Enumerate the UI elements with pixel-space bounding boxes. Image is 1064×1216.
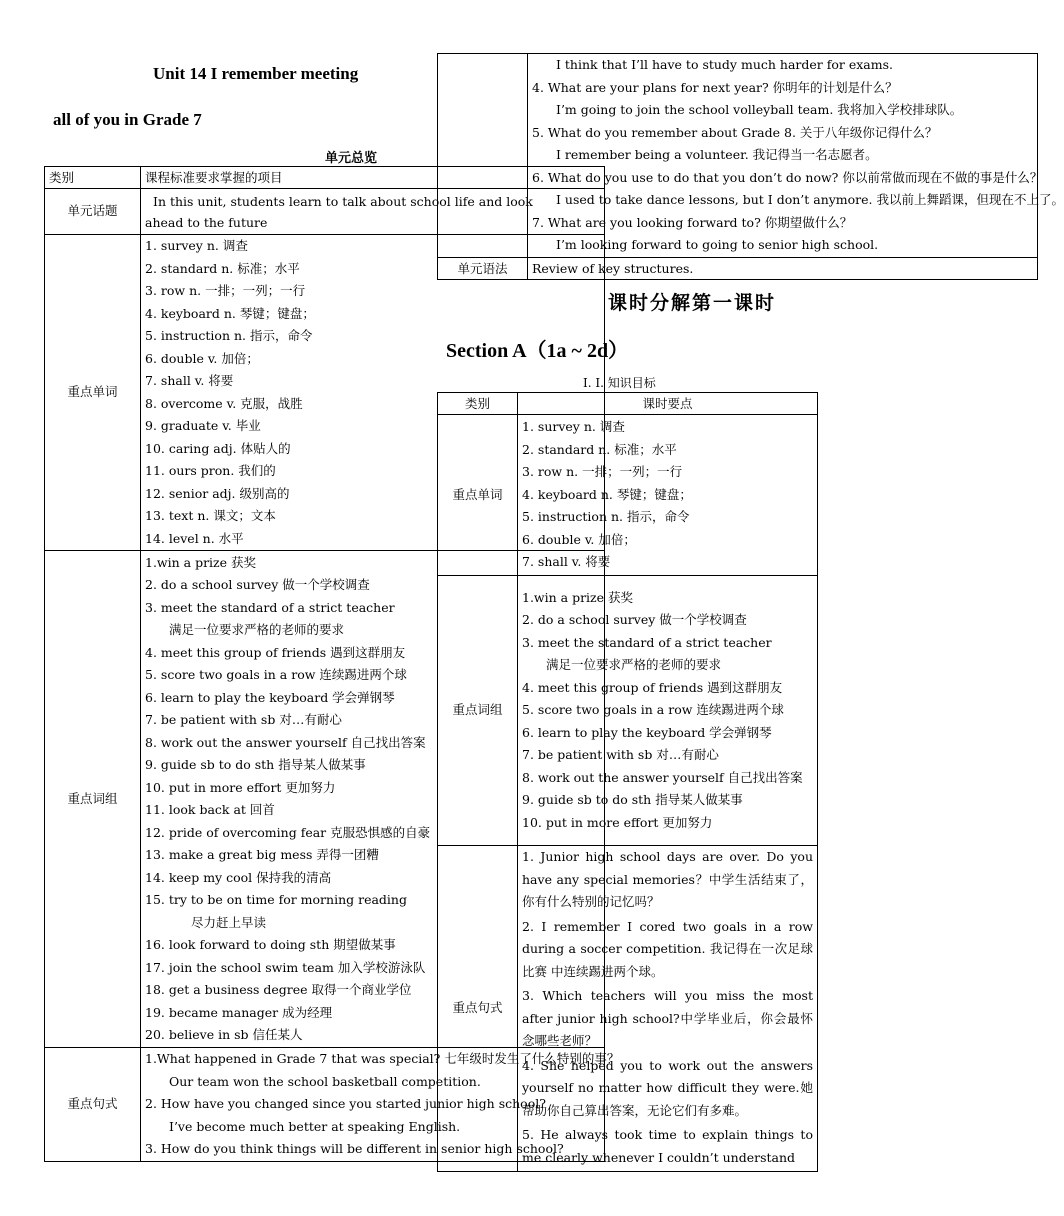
list-item: 6. double v. 加倍； — [145, 350, 259, 366]
topic-line1: In this unit, students learn to talk about school life and look — [153, 193, 533, 209]
header-item: 课时要点 — [518, 393, 818, 415]
list-item: 5. He always took time to explain things to me clearly whenever I couldn’t understand — [522, 1127, 813, 1165]
list-item: 8. work out the answer yourself 自己找出答案 — [145, 734, 426, 750]
list-item: 7. What are you looking forward to? 你期望做什么？ — [532, 214, 853, 230]
list-item: 18. get a business degree 取得一个商业学位 — [145, 982, 412, 997]
list-item: I think that I’ll have to study much harder for exams. — [556, 57, 893, 73]
header-category: 类别 — [438, 393, 518, 415]
list-item: 1. survey n. 调查 — [145, 238, 248, 253]
list-item: 7. be patient with sb 对…有耐心 — [522, 747, 719, 763]
list-item: 1.win a prize 获奖 — [522, 589, 634, 605]
list-item: 3. meet the standard of a strict teacher — [145, 599, 395, 615]
list-item: 7. shall v. 将要 — [145, 373, 234, 388]
sentences-category: 重点句式 — [45, 1048, 141, 1162]
list-item: 3. How do you think things will be different in senior high school? — [145, 1141, 564, 1157]
table-row — [438, 576, 818, 846]
list-item: 满足一位要求严格的老师的要求 — [546, 657, 722, 673]
list-item: 10. put in more effort 更加努力 — [522, 814, 713, 830]
words-category: 重点单词 — [438, 415, 518, 576]
words-category: 重点单词 — [45, 235, 141, 551]
list-item: I used to take dance lessons, but I don’t anymore. 我以前上舞蹈课，但现在不上了。 — [556, 192, 1064, 208]
topic-category: 单元话题 — [45, 189, 141, 235]
list-item: 4. meet this group of friends 遇到这群朋友 — [145, 644, 406, 660]
list-item: 13. make a great big mess 弄得一团糟 — [145, 847, 379, 862]
list-item: 1. Junior high school days are over. Do you have any special memories？中学生活结束了，你有什么特别的记忆吗？ — [522, 849, 813, 909]
topic-line2: ahead to the future — [145, 214, 268, 230]
grammar-category: 单元语法 — [438, 258, 528, 280]
list-item: 11. look back at 回首 — [145, 802, 275, 817]
continued-sentences — [528, 54, 1064, 258]
list-item: 5. score two goals in a row 连续踢进两个球 — [522, 702, 784, 718]
list-item: 7. be patient with sb 对…有耐心 — [145, 712, 342, 727]
list-item: 4. She helped you to work out the answers yourself no matter how difficult they were.她帮助你自己算出答案，无论它们有多难。 — [522, 1057, 813, 1118]
list-item: 9. guide sb to do sth 指导某人做某事 — [145, 757, 366, 772]
list-item: 10. put in more effort 更加努力 — [145, 779, 336, 795]
list-item: 1. survey n. 调查 — [522, 419, 625, 435]
list-item: I’ve become much better at speaking English. — [169, 1118, 461, 1134]
list-item: 2. I remember I cored two goals in a row during a soccer competition. 我记得在一次足球比赛 中连续踢进两个球。 — [522, 918, 813, 979]
section-a-title: Section A（1a ~ 2d） — [446, 340, 629, 362]
list-item: 5. score two goals in a row 连续踢进两个球 — [145, 667, 407, 682]
table-row — [438, 54, 1038, 258]
list-item: 9. guide sb to do sth 指导某人做某事 — [522, 792, 743, 808]
list-item: 14. level n. 水平 — [145, 530, 244, 546]
key-sentences-continued-table — [437, 53, 1064, 280]
list-item: 2. standard n. 标准；水平 — [145, 260, 300, 276]
list-item: 3. row n. 一排；一列；一行 — [145, 283, 306, 298]
sentences-category: 重点句式 — [438, 846, 518, 1172]
table-row — [438, 393, 818, 415]
phrases-list — [518, 576, 818, 846]
list-item: 9. graduate v. 毕业 — [145, 418, 261, 433]
phrases-category: 重点词组 — [45, 551, 141, 1048]
list-item: 14. keep my cool 保持我的清高 — [145, 869, 332, 885]
list-item: I remember being a volunteer. 我记得当一名志愿者。 — [556, 147, 878, 163]
lesson-title: 课时分解第一课时 — [608, 292, 777, 314]
lesson-points-table — [437, 392, 818, 1172]
list-item: 7. shall v. 将要 — [522, 554, 611, 570]
sentences-list — [518, 846, 818, 1172]
list-item: 8. overcome v. 克服，战胜 — [145, 395, 303, 411]
list-item: 4. meet this group of friends 遇到这群朋友 — [522, 679, 783, 695]
list-item: 16. look forward to doing sth 期望做某事 — [145, 937, 396, 952]
table-row — [438, 846, 818, 1172]
list-item: 3. Which teachers will you miss the most after junior high school?中学毕业后，你会最怀念哪些老师？ — [522, 988, 813, 1048]
list-item: 13. text n. 课文；文本 — [145, 508, 276, 523]
words-list — [518, 415, 818, 576]
list-item: 1.win a prize 获奖 — [145, 554, 257, 570]
table-row — [438, 415, 818, 576]
list-item: 4. What are your plans for next year? 你明年的计划是什么？ — [532, 79, 898, 95]
right-table-wrap — [437, 392, 817, 1172]
list-item: I’m looking forward to going to senior high school. — [556, 237, 879, 253]
continued-category — [438, 54, 528, 258]
list-item: 2. standard n. 标准；水平 — [522, 441, 677, 457]
list-item: 19. became manager 成为经理 — [145, 1004, 333, 1020]
list-item: 12. pride of overcoming fear 克服恐惧感的自豪 — [145, 824, 431, 840]
grammar-text: Review of key structures. — [528, 258, 1038, 280]
list-item: Our team won the school basketball competition. — [169, 1073, 481, 1089]
objectives-label: I. I. 知识目标 — [583, 376, 656, 390]
list-item: 4. keyboard n. 琴键；键盘； — [522, 486, 692, 502]
list-item: 6. double v. 加倍； — [522, 531, 636, 547]
list-item: 3. row n. 一排；一列；一行 — [522, 464, 683, 480]
list-item: 满足一位要求严格的老师的要求 — [169, 622, 345, 637]
table-row — [438, 258, 1038, 280]
list-item: 20. believe in sb 信任某人 — [145, 1027, 303, 1042]
list-item: 2. How have you changed since you started junior high school? — [145, 1096, 546, 1112]
list-item: 15. try to be on time for morning reading — [145, 892, 407, 907]
overview-title: 单元总览 — [325, 151, 378, 166]
phrases-category: 重点词组 — [438, 576, 518, 846]
header-category: 类别 — [45, 167, 141, 189]
list-item: 6. learn to play the keyboard 学会弹钢琴 — [522, 724, 772, 740]
list-item: 17. join the school swim team 加入学校游泳队 — [145, 959, 426, 975]
list-item: 8. work out the answer yourself 自己找出答案 — [522, 769, 803, 785]
list-item: 1.What happened in Grade 7 that was special? 七年级时发生了什么特别的事？ — [145, 1051, 620, 1067]
list-item: 3. meet the standard of a strict teacher — [522, 634, 772, 650]
list-item: 5. What do you remember about Grade 8. 关于八年级你记得什么？ — [532, 124, 938, 140]
list-item: 5. instruction n. 指示，命令 — [522, 509, 690, 525]
list-item: 10. caring adj. 体贴人的 — [145, 440, 291, 456]
list-item: 11. ours pron. 我们的 — [145, 463, 276, 478]
list-item: 2. do a school survey 做一个学校调查 — [522, 612, 747, 628]
list-item: 6. learn to play the keyboard 学会弹钢琴 — [145, 689, 395, 705]
right-top-table-clip — [437, 53, 1064, 283]
list-item: 4. keyboard n. 琴键；键盘； — [145, 305, 315, 321]
list-item: 尽力赶上早读 — [191, 914, 267, 930]
header-item: 课程标准要求掌握的项目 — [141, 167, 605, 189]
unit-title-line1: Unit 14 I remember meeting — [153, 64, 359, 83]
list-item: 12. senior adj. 级别高的 — [145, 485, 290, 501]
list-item: 6. What do you use to do that you don’t do now? 你以前常做而现在不做的事是什么？ — [532, 169, 1043, 185]
list-item: 5. instruction n. 指示，命令 — [145, 328, 313, 343]
unit-title-line2: all of you in Grade 7 — [53, 110, 202, 129]
list-item: I’m going to join the school volleyball team. 我将加入学校排球队。 — [556, 102, 963, 118]
list-item: 2. do a school survey 做一个学校调查 — [145, 577, 370, 592]
